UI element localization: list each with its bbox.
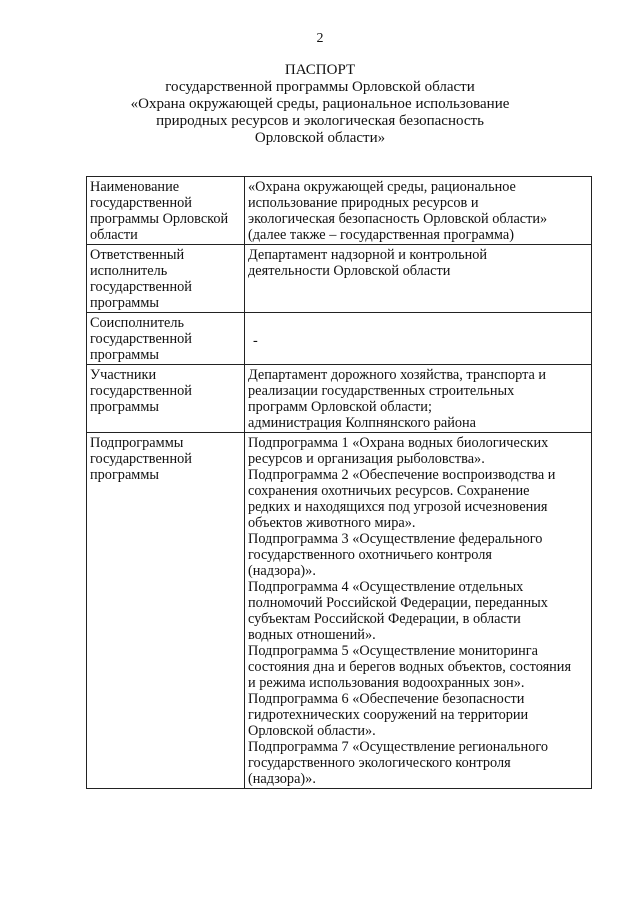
- table-row-program-name: [87, 177, 592, 245]
- label-line: программы Орловской: [90, 211, 229, 227]
- value-line: Подпрограмма 1 «Охрана водных биологических: [248, 435, 549, 451]
- value-line: реализации государственных строительных: [248, 383, 515, 399]
- table-row-co-executor: [87, 313, 592, 365]
- row-value: [245, 177, 592, 245]
- value-line: водных отношений».: [248, 627, 376, 643]
- value-line: Подпрограмма 6 «Обеспечение безопасности: [248, 691, 525, 707]
- value-line: «Охрана окружающей среды, рациональное: [248, 179, 516, 195]
- table-row-subprograms: [87, 433, 592, 789]
- value-line: и режима использования водоохранных зон».: [248, 675, 525, 691]
- label-line: Участники: [90, 367, 157, 383]
- value-line: полномочий Российской Федерации, переданных: [248, 595, 548, 611]
- title-line: государственной программы Орловской области: [165, 79, 475, 95]
- table-row-responsible: [87, 245, 592, 313]
- title-heading: ПАСПОРТ: [284, 62, 356, 78]
- label-line: государственной: [90, 383, 192, 399]
- label-line: Подпрограммы: [90, 435, 184, 451]
- page-number: 2: [316, 31, 324, 46]
- value-line: государственного экологического контроля: [248, 755, 511, 771]
- row-label: [87, 433, 245, 789]
- label-line: государственной: [90, 331, 192, 347]
- label-line: Соисполнитель: [90, 315, 184, 331]
- label-line: программы: [90, 295, 160, 311]
- value-line: Подпрограмма 4 «Осуществление отдельных: [248, 579, 524, 595]
- value-line: ресурсов и организация рыболовства».: [248, 451, 485, 467]
- row-label: [87, 177, 245, 245]
- title-line: природных ресурсов и экологическая безопасность: [156, 113, 484, 129]
- row-label: [87, 245, 245, 313]
- label-line: программы: [90, 467, 160, 483]
- value-line: гидротехнических сооружений на территории: [248, 707, 529, 723]
- value-line: Департамент надзорной и контрольной: [248, 247, 488, 263]
- value-line: администрация Колпнянского района: [248, 415, 477, 431]
- value-line: Подпрограмма 2 «Обеспечение воспроизводства и: [248, 467, 556, 483]
- value-line: Департамент дорожного хозяйства, транспорта и: [248, 367, 547, 383]
- label-line: Ответственный: [90, 247, 185, 263]
- row-value: [245, 365, 592, 433]
- row-value: [245, 245, 592, 313]
- value-line: программ Орловской области;: [248, 399, 432, 415]
- label-line: государственной: [90, 195, 192, 211]
- value-line: редких и находящихся под угрозой исчезновения: [248, 499, 548, 515]
- table-row-participants: [87, 365, 592, 433]
- label-line: Наименование: [90, 179, 180, 195]
- row-value: [245, 313, 592, 365]
- label-line: программы: [90, 399, 160, 415]
- label-line: программы: [90, 347, 160, 363]
- value-line: объектов животного мира».: [248, 515, 416, 531]
- value-line: (надзора)».: [248, 771, 316, 787]
- value-line: Орловской области».: [248, 723, 376, 739]
- label-line: государственной: [90, 451, 192, 467]
- row-label: [87, 365, 245, 433]
- value-line: состояния дна и берегов водных объектов, состояния: [248, 659, 572, 675]
- value-line: деятельности Орловской области: [248, 263, 451, 279]
- value-line: (надзора)».: [248, 563, 316, 579]
- value-line: субъектам Российской Федерации, в области: [248, 611, 521, 627]
- value-line: экологическая безопасность Орловской области»: [248, 211, 548, 227]
- value-line: Подпрограмма 3 «Осуществление федерального: [248, 531, 543, 547]
- row-label: [87, 313, 245, 365]
- label-line: государственной: [90, 279, 192, 295]
- value-line: Подпрограмма 5 «Осуществление мониторинга: [248, 643, 538, 659]
- value-line: -: [253, 333, 258, 349]
- value-line: государственного охотничьего контроля: [248, 547, 492, 563]
- value-line: (далее также – государственная программа): [248, 227, 514, 243]
- title-line: «Охрана окружающей среды, рациональное использование: [130, 96, 510, 112]
- row-value: [245, 433, 592, 789]
- title-line: Орловской области»: [254, 130, 386, 146]
- value-line: Подпрограмма 7 «Осуществление регионального: [248, 739, 549, 755]
- label-line: области: [90, 227, 138, 243]
- value-line: использование природных ресурсов и: [248, 195, 479, 211]
- document-title: [0, 62, 640, 147]
- value-line: сохранения охотничьих ресурсов. Сохранение: [248, 483, 530, 499]
- passport-table: [86, 176, 592, 789]
- label-line: исполнитель: [90, 263, 168, 279]
